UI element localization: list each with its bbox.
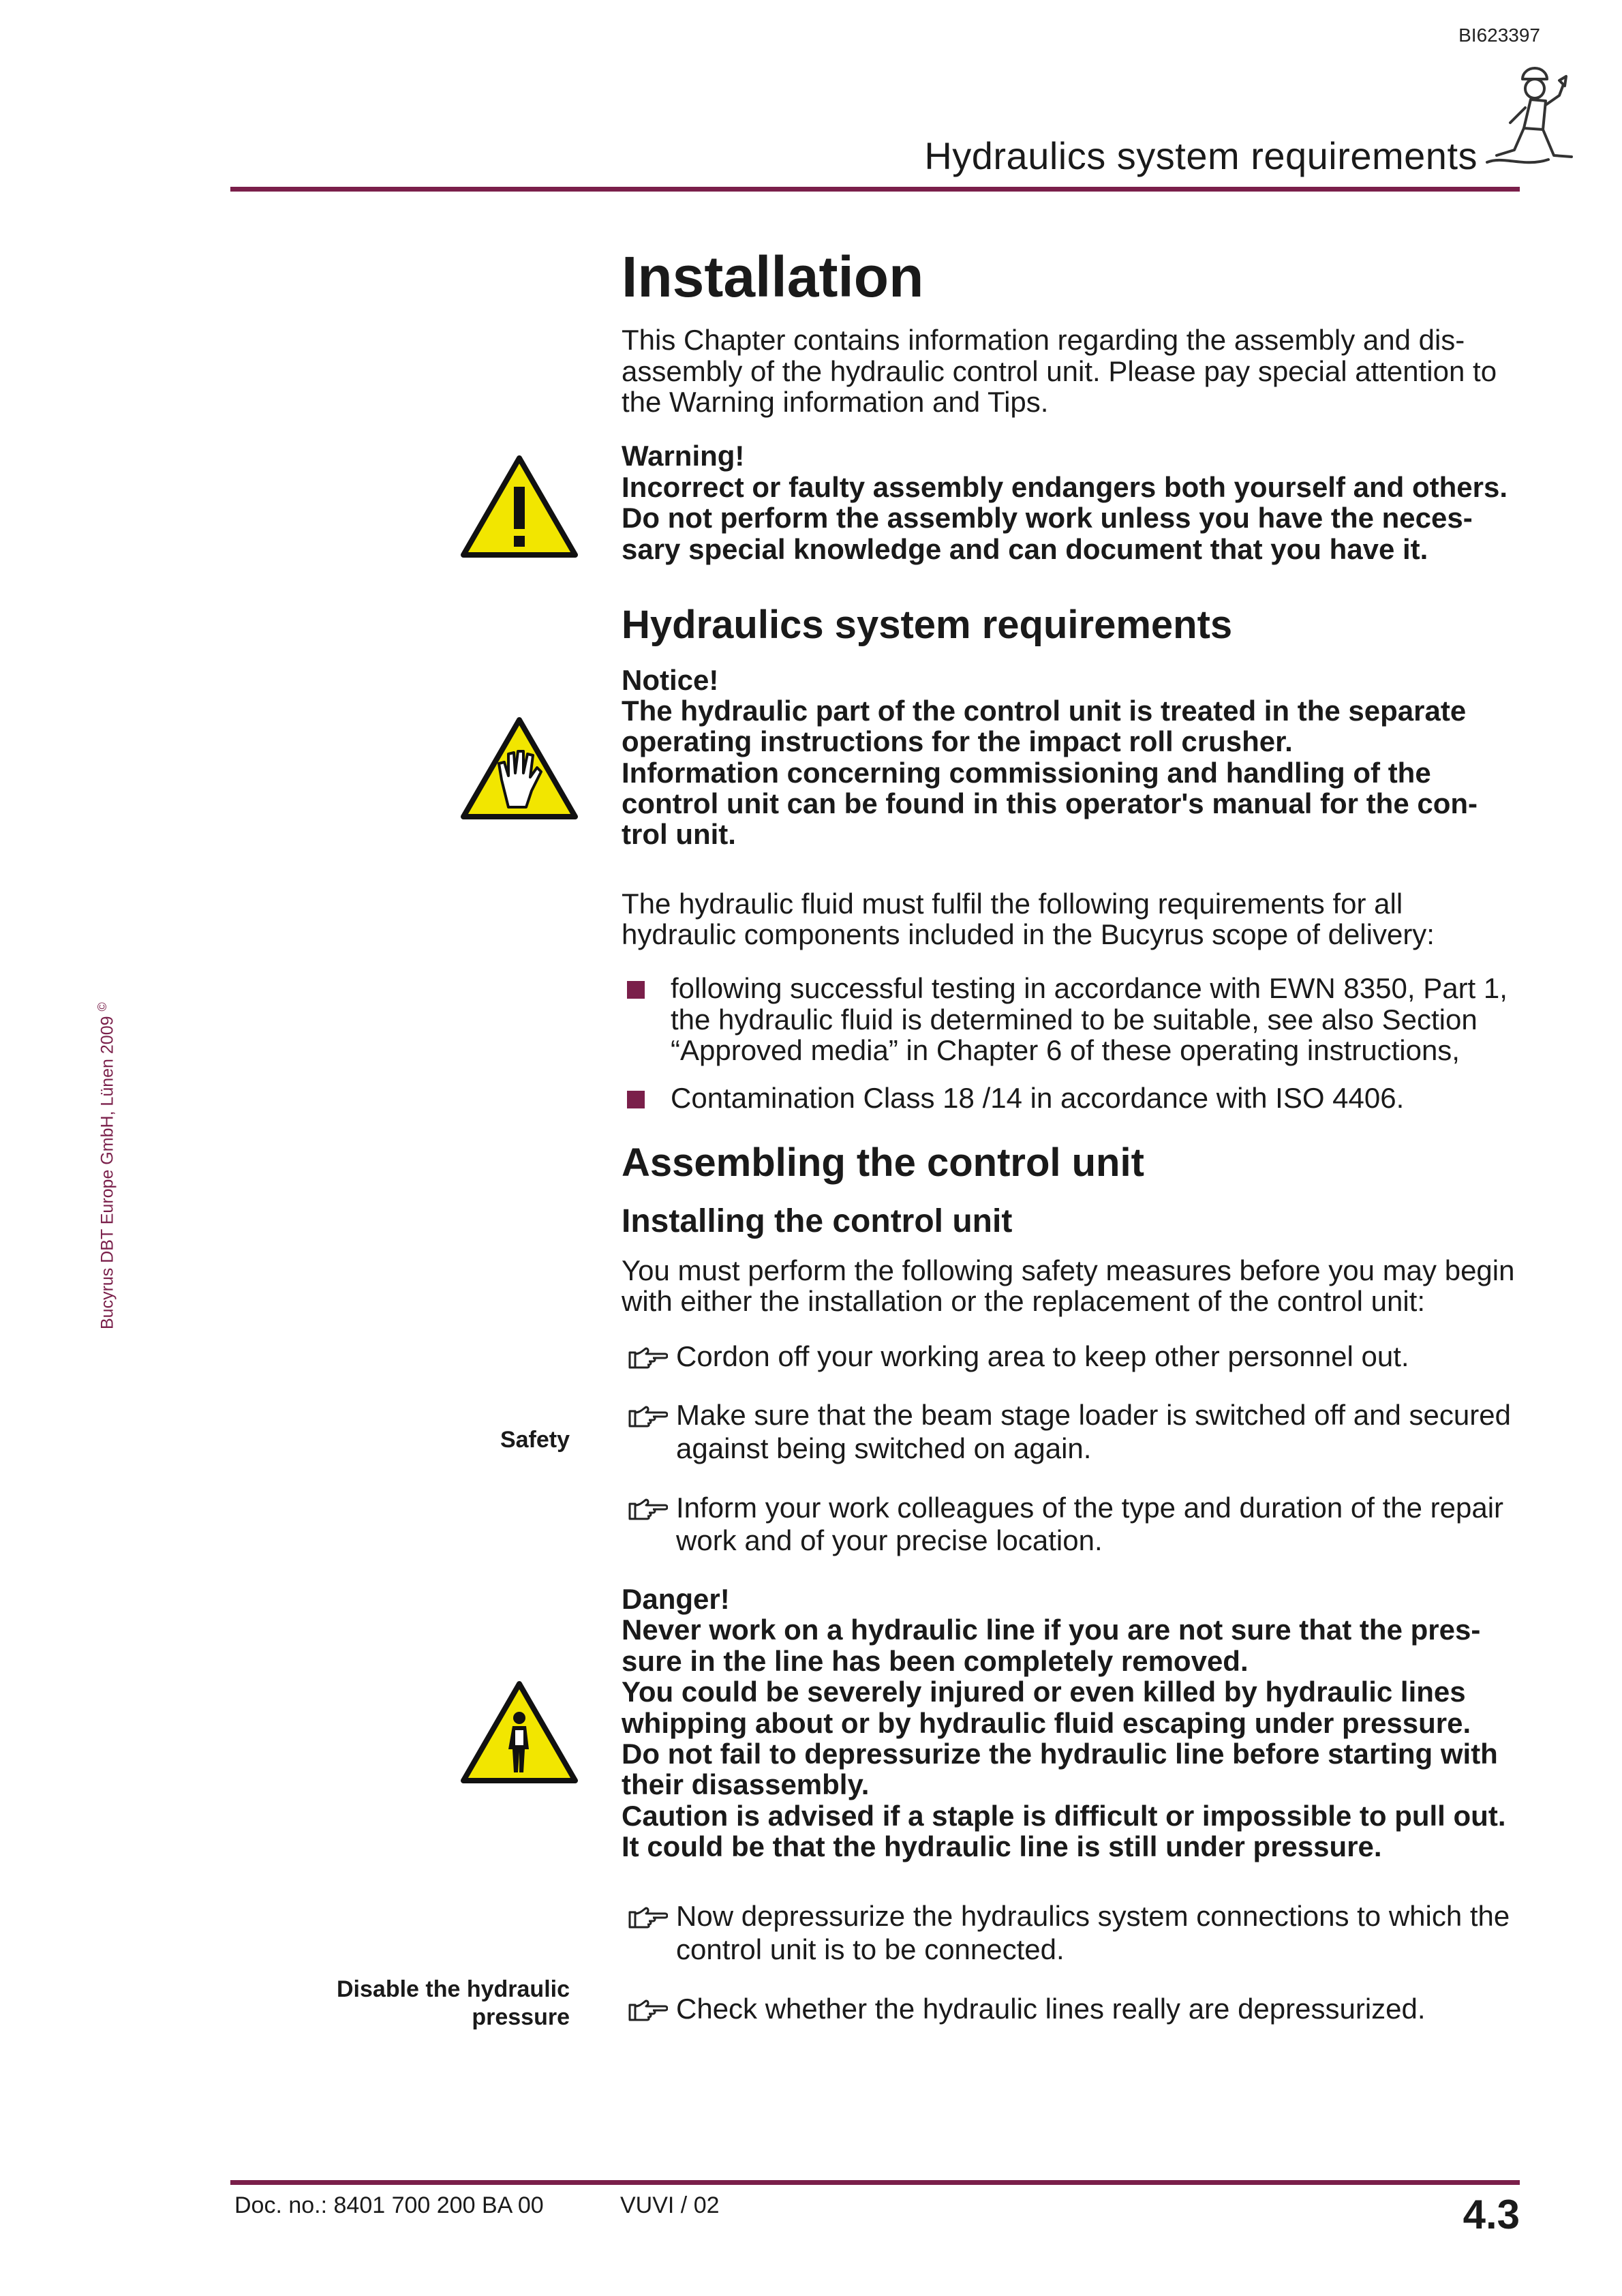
- pointing-hand-icon: [628, 1907, 668, 1930]
- pointing-hand-icon: [628, 1999, 668, 2023]
- step-text: Inform your work colleagues of the type and duration of the repair work and of your precise location.: [676, 1491, 1504, 1557]
- depressurize-steps-list: [622, 1900, 1521, 2025]
- step-text: Check whether the hydraulic lines really are depressurized.: [676, 1992, 1426, 2025]
- list-item: [622, 1399, 1521, 1465]
- list-item: [622, 1993, 1521, 2026]
- step-text: Cordon off your working area to keep other personnel out.: [676, 1340, 1409, 1372]
- safety-side-label: Safety: [500, 1427, 570, 1453]
- danger-text-2: You could be severely injured or even killed by hydraulic lines whipping about or by hydraulic fluid escaping under pressure.: [622, 1676, 1471, 1739]
- safety-steps-list: [622, 1340, 1521, 1558]
- pointing-hand-icon: [628, 1406, 668, 1429]
- page-number: 4.3: [1463, 2192, 1520, 2237]
- document-id: BI623397: [1458, 25, 1540, 46]
- header-rule: [230, 187, 1520, 192]
- danger-text-1: Never work on a hydraulic line if you are not sure that the pres-sure in the line has been completely removed.: [622, 1614, 1481, 1677]
- copyright-notice: [95, 1002, 117, 1329]
- footer-rule: [230, 2180, 1520, 2185]
- notice-text-1: The hydraulic part of the control unit is treated in the separate operating instructions for the impact roll crusher.: [622, 694, 1467, 758]
- list-item: [622, 1083, 1521, 1113]
- hydraulics-heading: Hydraulics system requirements: [622, 602, 1233, 647]
- pointing-hand-icon: [628, 1347, 668, 1370]
- copyright-text: Bucyrus DBT Europe GmbH, Lünen 2009: [97, 1016, 117, 1329]
- footer-doc-number: Doc. no.: 8401 700 200 BA 00: [234, 2192, 544, 2218]
- safety-intro: You must perform the following safety measures before you may begin with either the installation or the replacement of the control unit:: [622, 1254, 1515, 1318]
- notice-block: [622, 665, 1521, 850]
- danger-block: [622, 1584, 1521, 1862]
- stop-hand-icon: [458, 714, 581, 824]
- section-header-title: Hydraulics system requirements: [924, 134, 1478, 177]
- bullet-square-icon: [627, 981, 645, 999]
- warning-text-1: Incorrect or faulty assembly endangers both yourself and others.: [622, 470, 1508, 503]
- warning-label: Warning!: [622, 440, 745, 472]
- list-item-text: following successful testing in accordance with EWN 8350, Part 1, the hydraulic fluid is determined to be suitable, see also Section “Approved media” in Chapter 6 of these operating instructions,: [671, 972, 1508, 1067]
- danger-person-icon: [458, 1678, 581, 1787]
- copyright-symbol: ©: [95, 1002, 109, 1012]
- danger-label: Danger!: [622, 1583, 730, 1616]
- assembling-heading: Assembling the control unit: [622, 1140, 1144, 1185]
- bullet-square-icon: [627, 1091, 645, 1108]
- list-item: [622, 973, 1521, 1066]
- page-title: Installation: [622, 245, 924, 309]
- fluid-intro: The hydraulic fluid must fulfil the following requirements for all hydraulic components included in the Bucyrus scope of delivery:: [622, 887, 1435, 951]
- warning-triangle-icon: [458, 453, 581, 562]
- disable-pressure-side-label: Disable the hydraulic pressure: [337, 1976, 570, 2030]
- danger-text-4: Caution is advised if a staple is difficult or impossible to pull out. It could be that the hydraulic line is still under pressure.: [622, 1799, 1506, 1862]
- notice-text-2: Information concerning commissioning and handling of the control unit can be found in this operator's manual for the con-trol unit.: [622, 756, 1478, 851]
- notice-label: Notice!: [622, 663, 719, 696]
- danger-text-3: Do not fail to depressurize the hydraulic line before starting with their disassembly.: [622, 1737, 1498, 1801]
- warning-block: [622, 440, 1521, 564]
- main-content: [622, 245, 1521, 2051]
- list-item: [622, 1340, 1521, 1374]
- list-item-text: Contamination Class 18 /14 in accordance with ISO 4406.: [671, 1081, 1405, 1114]
- list-item: [622, 1492, 1521, 1558]
- list-item: [622, 1900, 1521, 1966]
- warning-text-2: Do not perform the assembly work unless you have the neces-sary special knowledge and can document that you have it.: [622, 502, 1473, 565]
- step-text: Now depressurize the hydraulics system connections to which the control unit is to be connected.: [676, 1900, 1510, 1966]
- pointing-hand-icon: [628, 1498, 668, 1522]
- step-text: Make sure that the beam stage loader is switched off and secured against being switched on again.: [676, 1399, 1511, 1464]
- intro-paragraph: This Chapter contains information regarding the assembly and dis-assembly of the hydraulic control unit. Please pay special attention to the Warning information and Tips.: [622, 324, 1497, 419]
- footer-version: VUVI / 02: [620, 2192, 720, 2218]
- worker-logo-icon: [1483, 60, 1578, 176]
- installing-heading: Installing the control unit: [622, 1203, 1013, 1239]
- fluid-requirements-list: [622, 973, 1521, 1113]
